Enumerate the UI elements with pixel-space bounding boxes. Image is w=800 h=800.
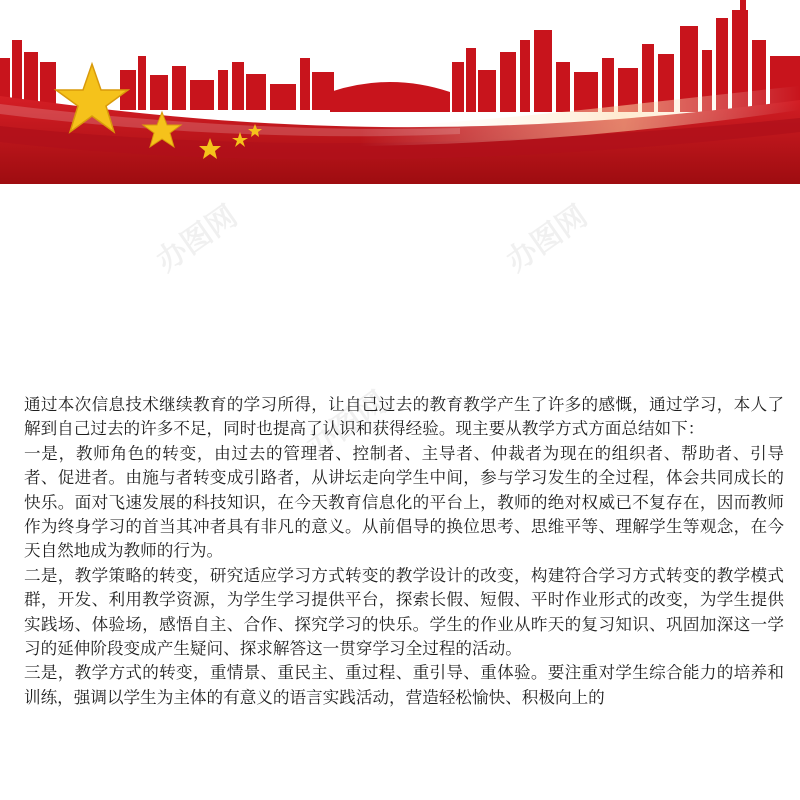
- paragraph-two: 二是，教学策略的转变，研究适应学习方式转变的教学设计的改变，构建符合学习方式转变的教学模式群，开发、利用教学资源，为学生学习提供平台，探索长假、短假、平时作业形式的改变，为学生提供实践场、体验场，感悟自主、合作、探究学习的快乐。学生的作业从昨天的复习知识、巩固加深这一学习的延伸阶段变成产生疑问、探求解答这一贯穿学习全过程的活动。: [24, 565, 784, 659]
- watermark: 办图网: [300, 384, 394, 466]
- paragraph-three: 三是，教学方式的转变，重情景、重民主、重过程、重引导、重体验。要注重对学生综合能力的培养和训练，强调以学生为主体的有意义的语言实践活动，营造轻松愉快、积极向上的: [24, 663, 784, 707]
- paragraph-intro: 通过本次信息技术继续教育的学习所得，让自己过去的教育教学产生了许多的感慨，通过学习，本人了解到自己过去的许多不足，同时也提高了认识和获得经验。现主要从教学方式方面总结如下：: [24, 395, 784, 439]
- watermark: 办图网: [500, 198, 594, 280]
- header-banner: [0, 0, 800, 184]
- watermark: 办图网: [150, 198, 244, 280]
- article-body: [24, 393, 784, 710]
- paragraph-one: 一是，教师角色的转变，由过去的管理者、控制者、主导者、仲裁者为现在的组织者、帮助者、引导者、促进者。由施与者转变成引路者，从讲坛走向学生中间，参与学习发生的全过程，体会共同成长的快乐。面对飞速发展的科技知识，在今天教育信息化的平台上，教师的绝对权威已不复存在，因而教师作为终身学习的首当其冲者具有非凡的意义。从前倡导的换位思考、思维平等、理解学生等观念，在今天自然地成为教师的行为。: [24, 443, 784, 561]
- banner-graphic: [0, 0, 800, 184]
